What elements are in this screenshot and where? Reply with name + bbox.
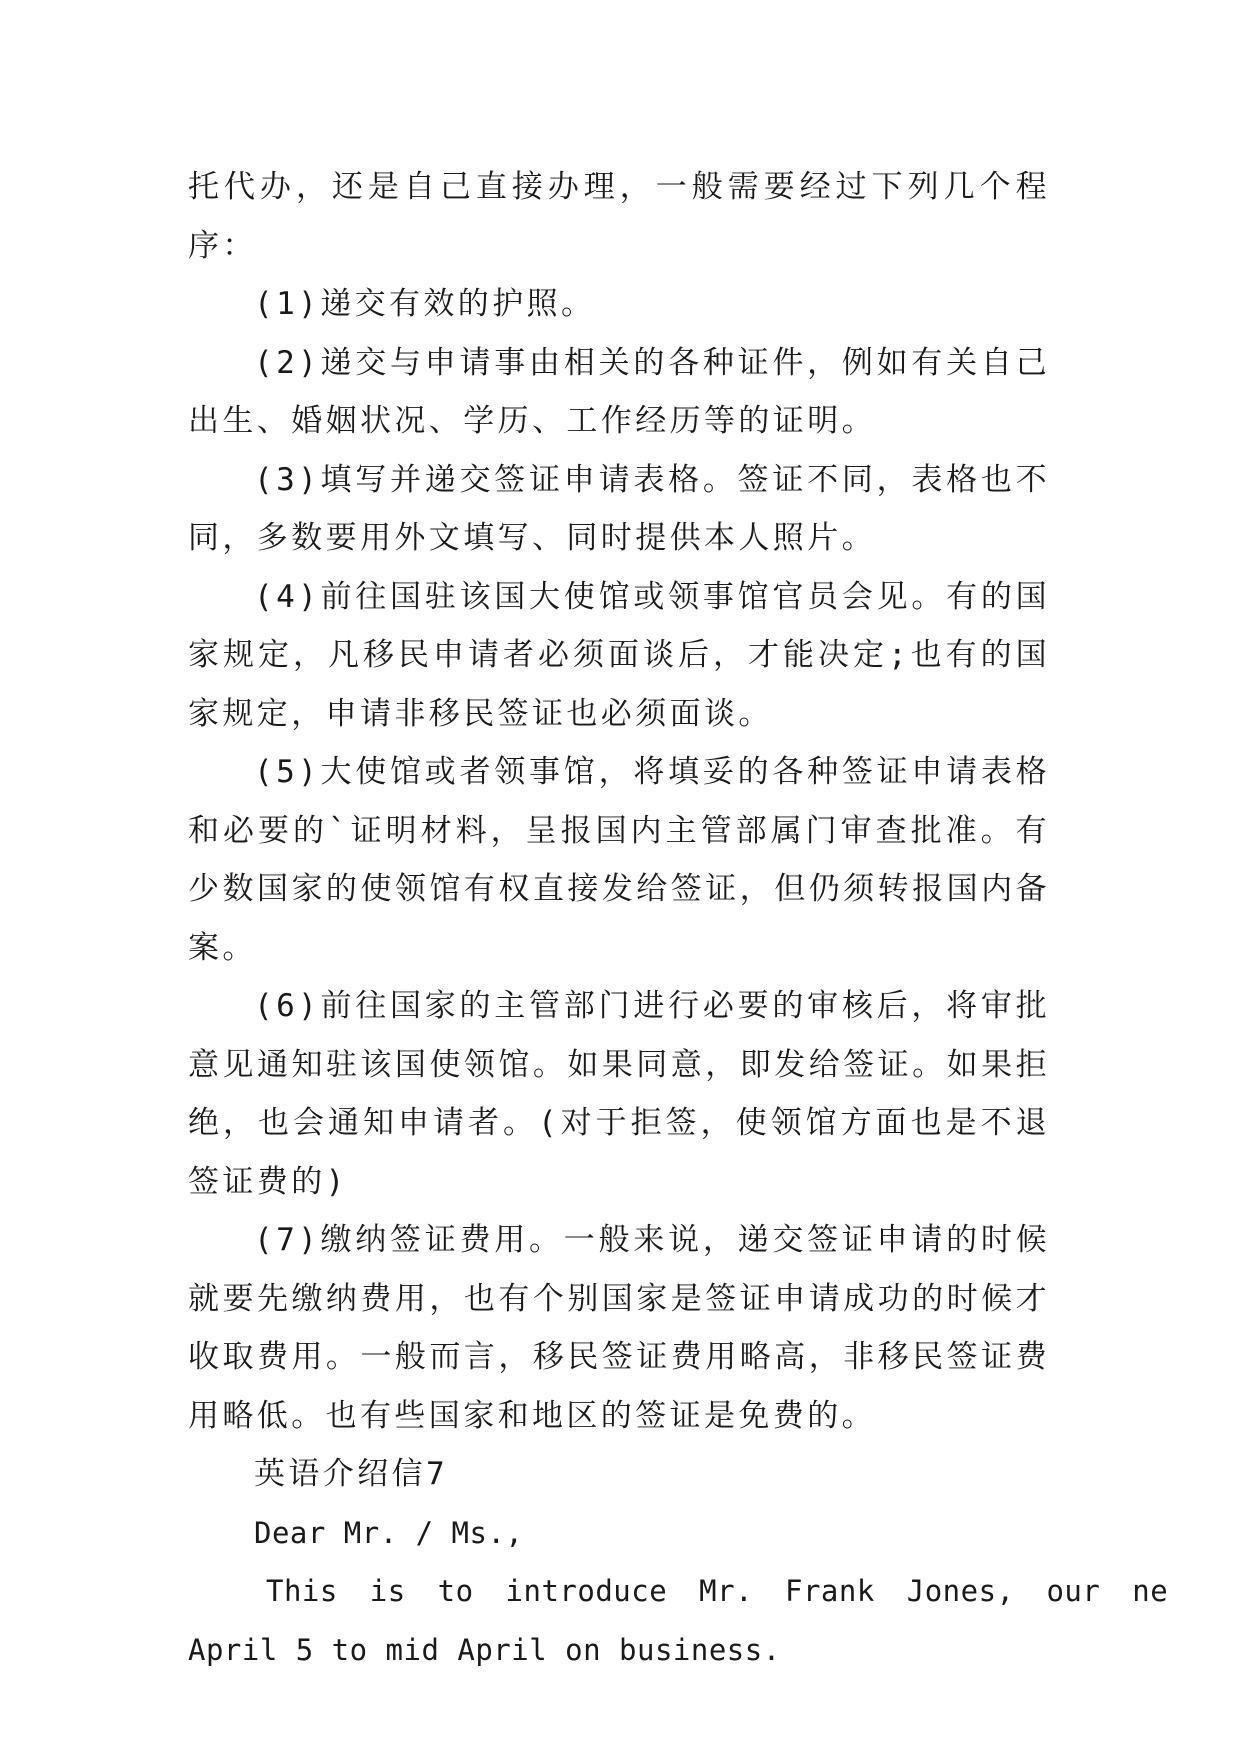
paragraph-step-5: (5)大使馆或者领事馆，将填妥的各种签证申请表格和必要的`证明材料，呈报国内主管部属门审查批准。有少数国家的使领馆有权直接发给签证，但仍须转报国内备案。 xyxy=(188,754,1050,966)
document-body xyxy=(188,158,1169,1679)
paragraph-step-4: (4)前往国驻该国大使馆或领事馆官员会见。有的国家规定，凡移民申请者必须面谈后，才能决定;也有的国家规定，申请非移民签证也必须面谈。 xyxy=(188,578,1050,732)
paragraph-step-2: (2)递交与申请事由相关的各种证件，例如有关自己出生、婚姻状况、学历、工作经历等的证明。 xyxy=(188,344,1050,439)
letter-salutation: Dear Mr. / Ms., xyxy=(254,1515,524,1550)
letter-body-line-2: April 5 to mid April on business. xyxy=(188,1632,781,1667)
paragraph-intro: 托代办，还是自己直接办理，一般需要经过下列几个程序： xyxy=(188,169,1050,264)
paragraph-step-1: (1)递交有效的护照。 xyxy=(254,286,596,322)
section-title: 英语介绍信7 xyxy=(254,1456,449,1492)
paragraph-step-3: (3)填写并递交签证申请表格。签证不同，表格也不同，多数要用外文填写、同时提供本人照片。 xyxy=(188,461,1050,556)
paragraph-step-6: (6)前往国家的主管部门进行必要的审核后，将审批意见通知驻该国使领馆。如果同意，即发给签证。如果拒绝，也会通知申请者。(对于拒签，使领馆方面也是不退签证费的) xyxy=(188,988,1050,1200)
letter-body-line-1: This is to introduce Mr. Frank Jones, our ne xyxy=(266,1574,1169,1608)
letter-body xyxy=(188,1562,1169,1679)
paragraph-step-7: (7)缴纳签证费用。一般来说，递交签证申请的时候就要先缴纳费用，也有个别国家是签证申请成功的时候才收取费用。一般而言，移民签证费用略高，非移民签证费用略低。也有些国家和地区的签证是免费的。 xyxy=(188,1222,1050,1434)
